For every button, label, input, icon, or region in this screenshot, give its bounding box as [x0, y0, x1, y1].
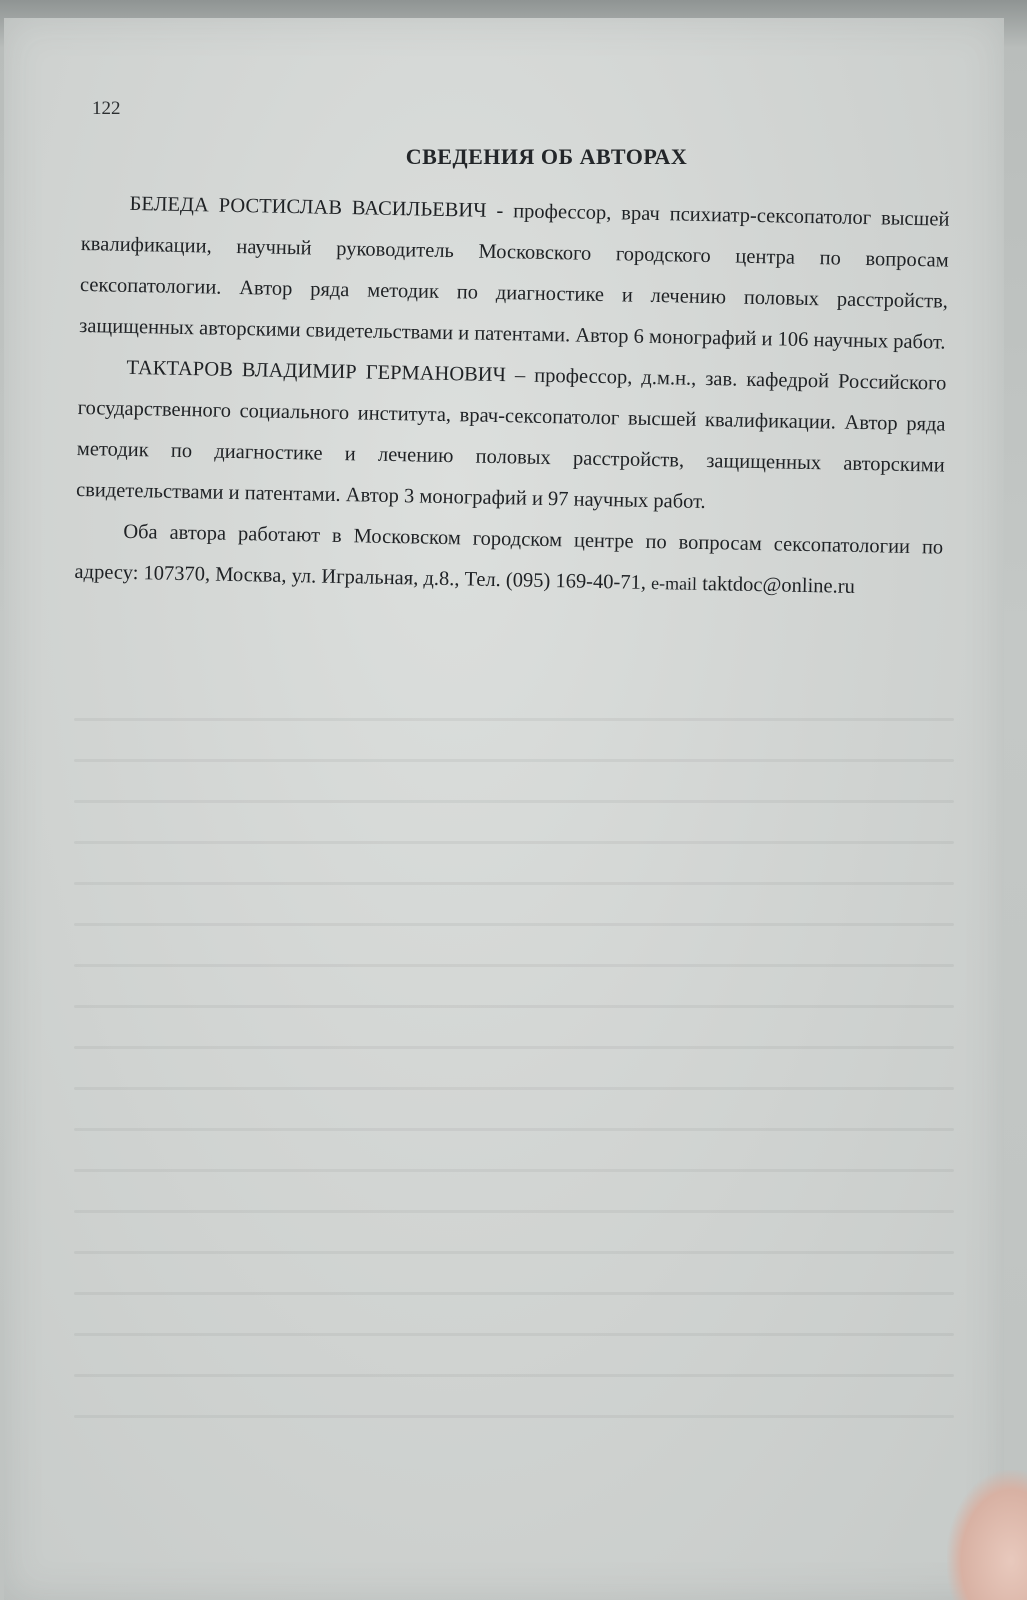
author-paragraph-beleda: БЕЛЕДА РОСТИСЛАВ ВАСИЛЬЕВИЧ - профессор, врач психиатр-сексопатолог высшей квалификации, научный руководитель Московского городского центра по вопросам сексопатологии. Автор ряда методик по диагностике и лечению половых расстройств, защищенных авторскими свидетельствами и патентами. Автор 6 монографий и 106 научных работ. [79, 192, 950, 354]
authors-info [74, 183, 950, 610]
address-text: Оба автора работают в Московском городском центре по вопросам сексопатологии по адресу: 107370, Москва, ул. Игральная, д.8., Тел. (095) 169-40-71, [74, 520, 944, 594]
address-paragraph [74, 511, 943, 610]
page-title: СВЕДЕНИЯ ОБ АВТОРАХ [405, 144, 688, 169]
email-label: e-mail [650, 573, 698, 594]
author-paragraph-taktarov: ТАКТАРОВ ВЛАДИМИР ГЕРМАНОВИЧ – профессор, д.м.н., зав. кафедрой Российского государственного социального института, врач-сексопатолог высшей квалификации. Автор ряда методик по диагностике и лечению половых расстройств, защищенных авторскими свидетельствами и патентами. Автор 3 монографий и 97 научных работ. [75, 356, 947, 514]
thumb [947, 1470, 1027, 1600]
book-page [4, 18, 1004, 1600]
email-address: taktdoc@online.ru [701, 572, 856, 598]
page-number: 122 [92, 98, 121, 119]
bleed-through-text [74, 718, 954, 1478]
